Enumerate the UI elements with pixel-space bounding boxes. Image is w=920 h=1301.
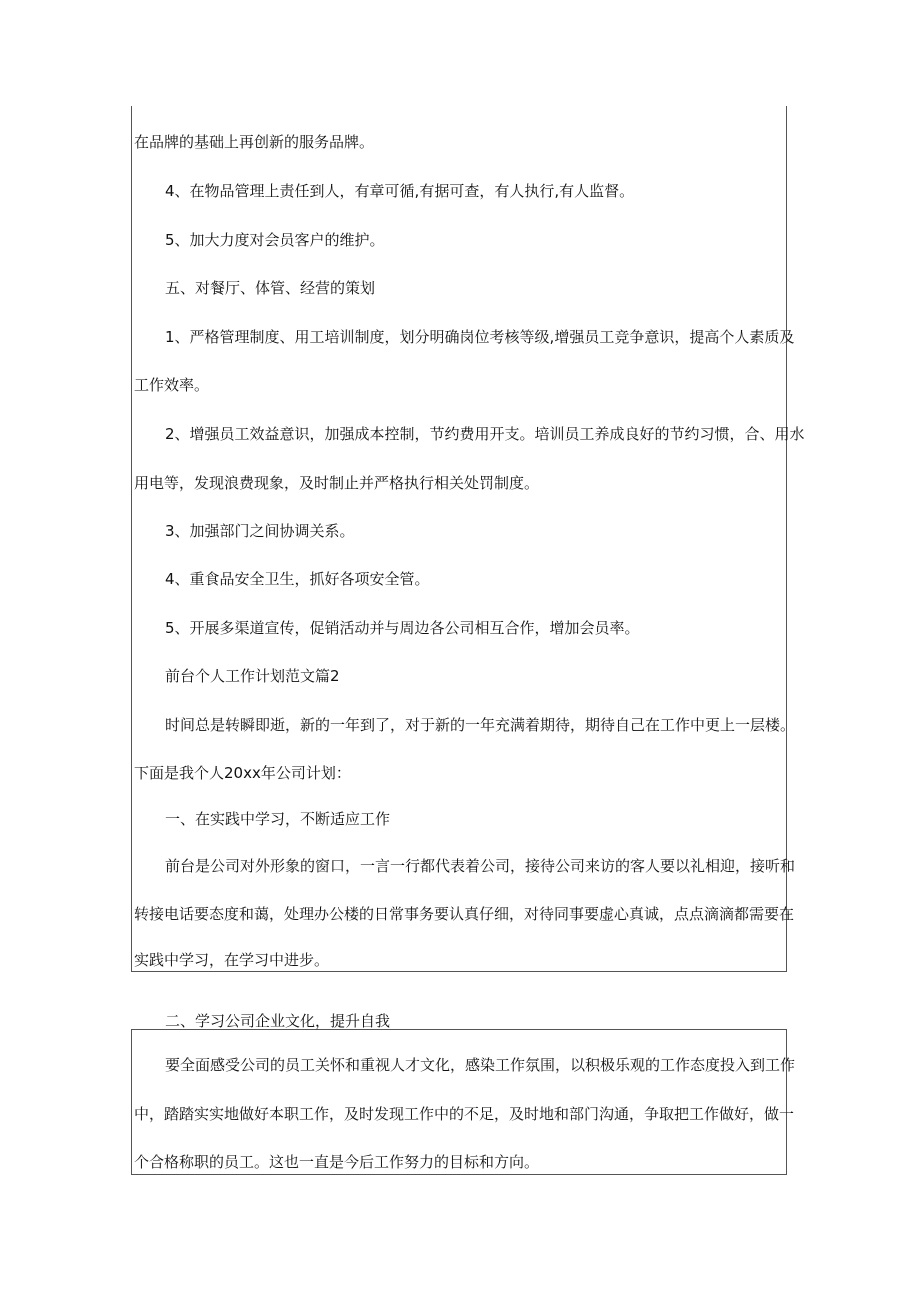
list-item: 5、开展多渠道宣传，促销活动并与周边各公司相互合作，增加会员率。: [165, 619, 640, 637]
paragraph-line: 工作效率。: [134, 376, 210, 394]
list-item: 4、重食品安全卫生，抓好各项安全管。: [165, 570, 430, 588]
list-item: 1、严格管理制度、用工培训制度，划分明确岗位考核等级,增强员工竞争意识，提高个人素质及: [165, 328, 795, 346]
list-item: 5、加大力度对会员客户的维护。: [165, 231, 385, 249]
paragraph-line: 下面是我个人20xx年公司计划：: [134, 764, 351, 782]
section-heading: 二、学习公司企业文化，提升自我: [165, 1012, 391, 1030]
paragraph-line: 个合格称职的员工。这也一直是今后工作努力的目标和方向。: [134, 1153, 540, 1171]
paragraph-line: 中，踏踏实实地做好本职工作，及时发现工作中的不足，及时地和部门沟通，争取把工作做好，做一: [134, 1105, 795, 1123]
paragraph-line: 前台是公司对外形象的窗口，一言一行都代表着公司，接待公司来访的客人要以礼相迎，接听和: [165, 857, 796, 875]
article-title: 前台个人工作计划范文篇2: [165, 667, 340, 685]
section-heading: 五、对餐厅、体管、经营的策划: [165, 279, 376, 297]
list-item: 4、在物品管理上责任到人，有章可循,有据可查，有人执行,有人监督。: [165, 182, 635, 200]
paragraph-line: 用电等，发现浪费现象，及时制止并严格执行相关处罚制度。: [134, 474, 540, 492]
list-item: 2、增强员工效益意识，加强成本控制，节约费用开支。培训员工养成良好的节约习惯，合、用水: [165, 425, 805, 443]
section-heading: 一、在实践中学习，不断适应工作: [165, 810, 391, 828]
paragraph-line: 要全面感受公司的员工关怀和重视人才文化，感染工作氛围，以积极乐观的工作态度投入到工作: [165, 1056, 796, 1074]
paragraph-line: 实践中学习，在学习中进步。: [134, 951, 330, 969]
paragraph-line: 时间总是转瞬即逝，新的一年到了，对于新的一年充满着期待，期待自己在工作中更上一层楼。: [165, 716, 796, 734]
paragraph-line: 转接电话要态度和蔼，处理办公楼的日常事务要认真仔细，对待同事要虚心真诚，点点滴滴都需要在: [134, 905, 795, 923]
list-item: 3、加强部门之间协调关系。: [165, 522, 355, 540]
paragraph-line: 在品牌的基础上再创新的服务品牌。: [134, 133, 375, 151]
